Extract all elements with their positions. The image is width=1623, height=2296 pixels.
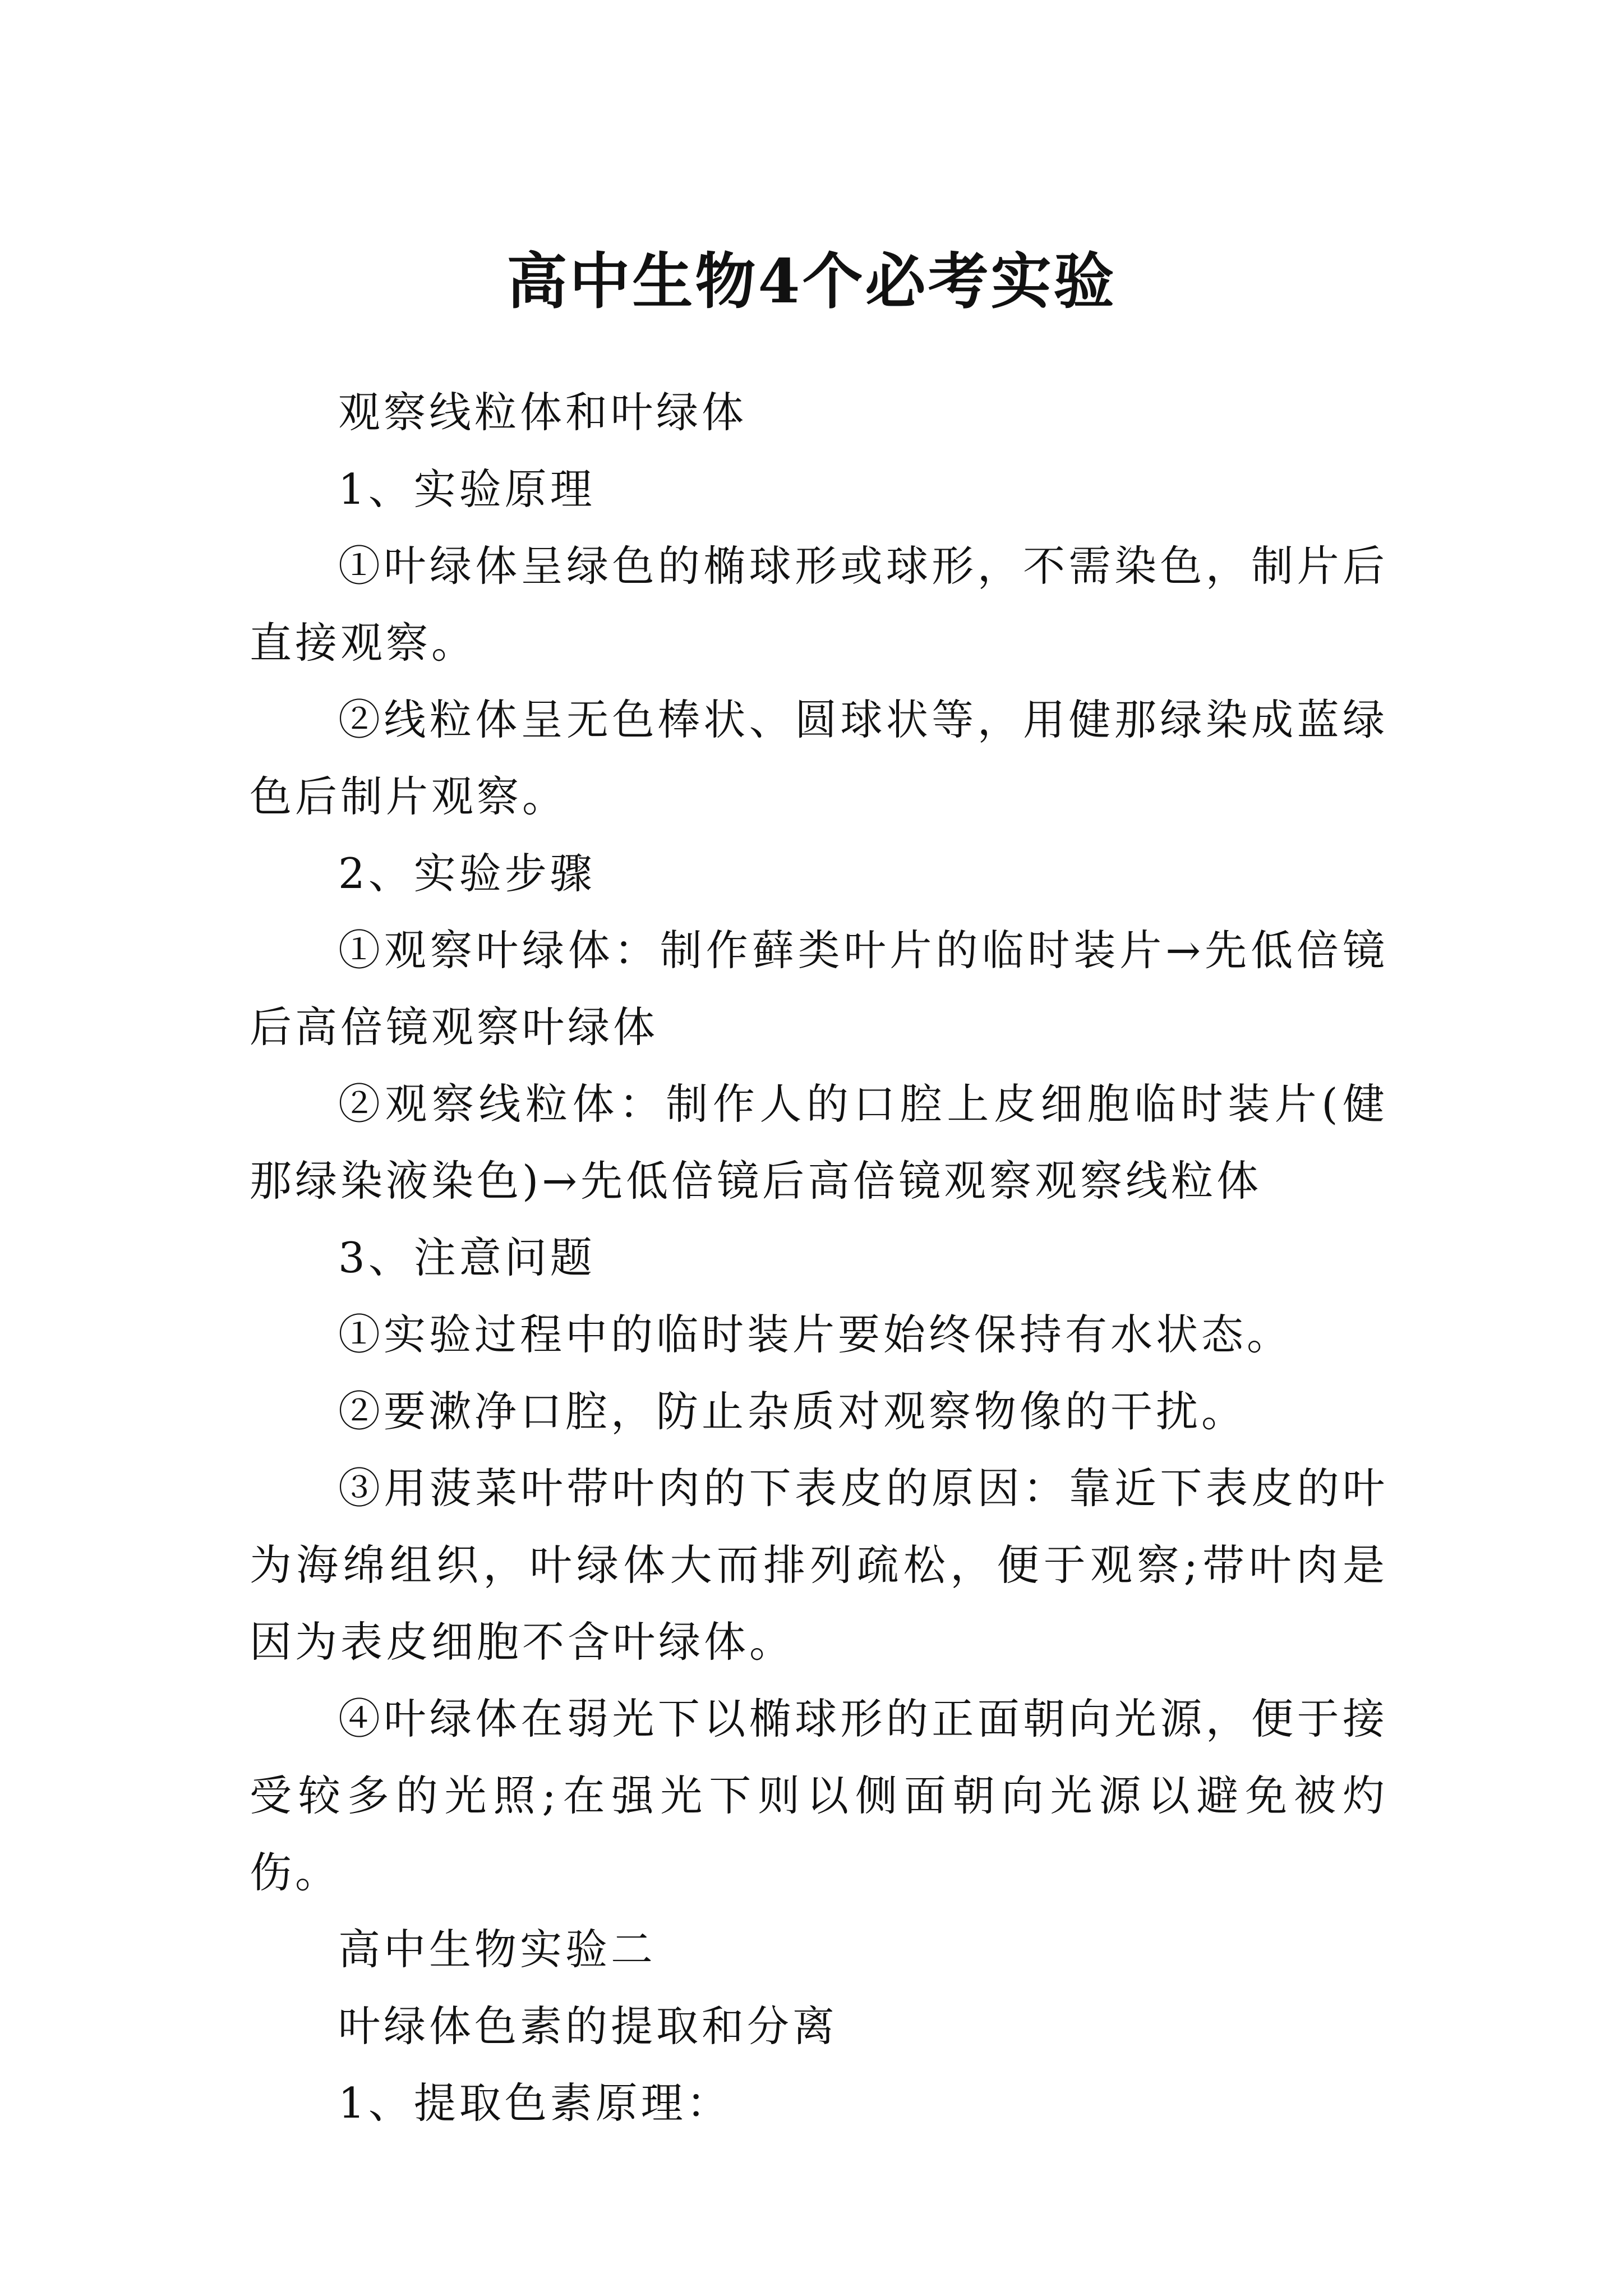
paragraph-note-1: ①实验过程中的临时装片要始终保持有水状态。 <box>338 1310 1293 1359</box>
paragraph-note-2: ②要漱净口腔，防止杂质对观察物像的干扰。 <box>338 1387 1247 1436</box>
paragraph-step-2: ②观察线粒体：制作人的口腔上皮细胞临时装片(健那绿染液染色)→先低倍镜后高倍镜观察观察线粒体 <box>250 1079 1388 1205</box>
paragraph-principle-heading: 1、实验原理 <box>338 464 596 514</box>
paragraph-pigment-heading: 叶绿体色素的提取和分离 <box>338 2001 838 2051</box>
paragraph-principle-2: ②线粒体呈无色棒状、圆球状等，用健那绿染成蓝绿色后制片观察。 <box>250 695 1388 821</box>
paragraph-experiment-two: 高中生物实验二 <box>338 1925 657 1974</box>
document-title: 高中生物4个必考实验 <box>506 246 1117 318</box>
document-body <box>250 374 1388 2142</box>
paragraph-notes-heading: 3、注意问题 <box>338 1233 596 1282</box>
paragraph-note-4: ④叶绿体在弱光下以椭球形的正面朝向光源，便于接受较多的光照;在强光下则以侧面朝向光源以避免被灼伤。 <box>250 1694 1388 1897</box>
paragraph-steps-heading: 2、实验步骤 <box>338 849 596 898</box>
paragraph-section-heading: 观察线粒体和叶绿体 <box>338 388 748 437</box>
paragraph-principle-1: ①叶绿体呈绿色的椭球形或球形，不需染色，制片后直接观察。 <box>250 541 1388 668</box>
paragraph-step-1: ①观察叶绿体：制作藓类叶片的临时装片→先低倍镜后高倍镜观察叶绿体 <box>250 926 1388 1052</box>
paragraph-note-3: ③用菠菜叶带叶肉的下表皮的原因：靠近下表皮的叶为海绵组织，叶绿体大而排列疏松，便于观察;带叶肉是因为表皮细胞不含叶绿体。 <box>250 1464 1388 1667</box>
paragraph-extraction-principle: 1、提取色素原理： <box>338 2078 732 2128</box>
